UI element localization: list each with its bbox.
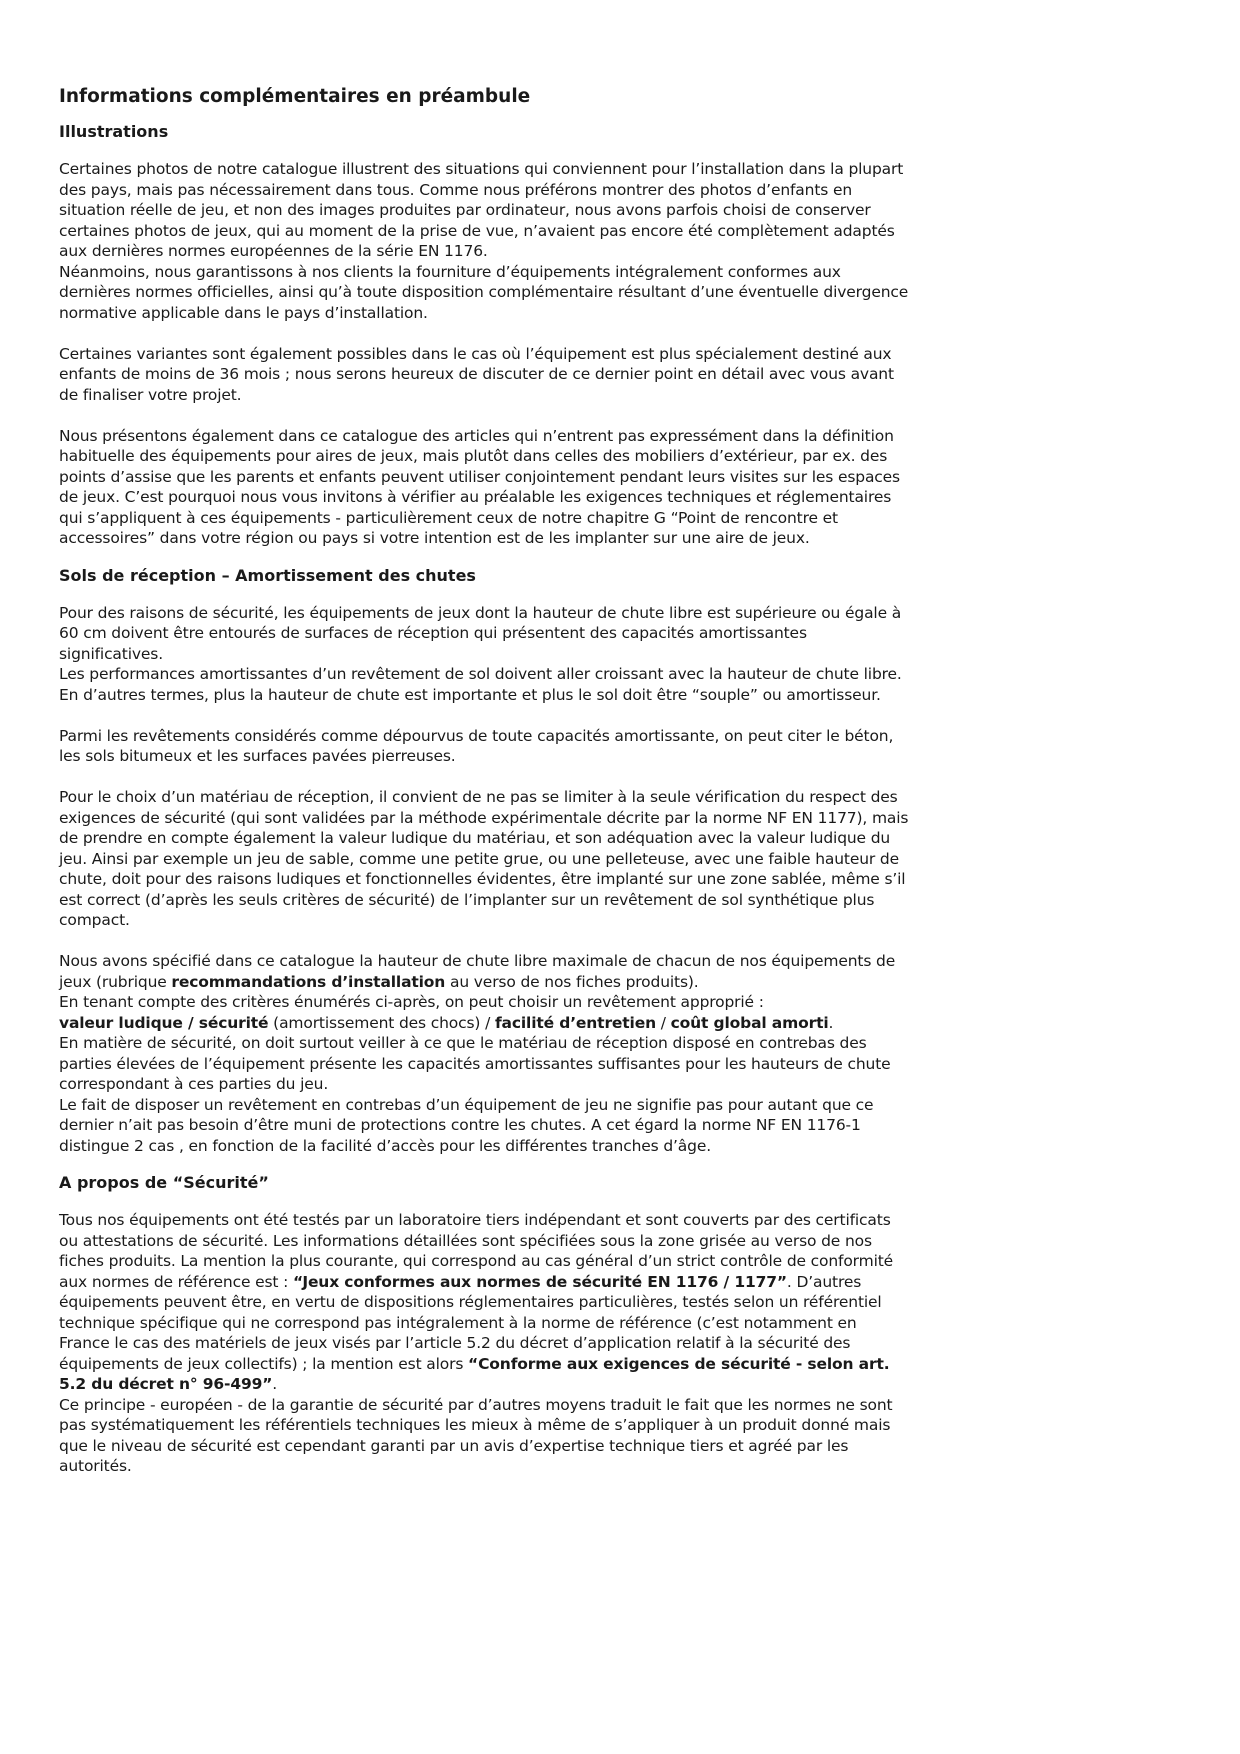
paragraph: Certaines variantes sont également possibles dans le cas où l’équipement est plus spécialement destiné aux enfants de moins de 36 mois ; nous serons heureux de discuter de ce dernier point en détail avec vous avant de finaliser votre projet. [59, 344, 894, 404]
text-run: (amortissement des chocs) / [268, 1013, 495, 1032]
text-run: . [828, 1013, 834, 1032]
paragraph [59, 951, 909, 992]
document-title: Informations complémentaires en préambule [59, 86, 531, 107]
text-run: . [272, 1375, 278, 1393]
paragraph: Ce principe - européen - de la garantie de sécurité par d’autres moyens traduit le fait que les normes ne sont pas systématiquement les référentiels techniques les mieux à même de s’appliquer à un produit donné mais que le niveau de sécurité est cependant garanti par un avis d’expertise technique tiers et agréé par les autorités. [59, 1395, 893, 1475]
paragraph [59, 1210, 909, 1395]
bold-text: recommandations d’installation [171, 972, 446, 991]
text-run: au verso de nos fiches produits). [445, 972, 699, 991]
paragraph: Certaines photos de notre catalogue illustrent des situations qui conviennent pour l’installation dans la plupart des pays, mais pas nécessairement dans tous. Comme nous préférons montrer des photos d’enfants en situation réelle de jeu, et non des images produites par ordinateur, nous avons parfois choisi de conserver certaines photos de jeux, qui au moment de la prise de vue, n’avaient pas encore été complètement adaptés aux dernières normes européennes de la série EN 1176. [59, 160, 904, 260]
paragraph: En matière de sécurité, on doit surtout veiller à ce que le matériau de réception disposé en contrebas des parties élevées de l’équipement présente les capacités amortissantes suffisantes pour les hauteurs de chute correspondant à ces parties du jeu. [59, 1034, 891, 1093]
bold-text: “Jeux conformes aux normes de sécurité EN 1176 / 1177” [292, 1272, 787, 1291]
text-run: Tous nos équipements ont été testés par un laboratoire tiers indépendant et sont couverts par des certificats ou attestations de sécurité. Les informations détaillées sont spécifiées sous la zone grisée au verso de nos fiches produits. La mention la plus courante, qui correspond au cas général d’un strict contrôle de conformité aux normes de référence est : [59, 1211, 894, 1291]
paragraph: Les performances amortissantes d’un revêtement de sol doivent aller croissant avec la hauteur de chute libre. En d’autres termes, plus la hauteur de chute est importante et plus le sol doit être “souple” ou amortisseur. [59, 665, 902, 704]
document-page [59, 85, 909, 1477]
paragraph: Néanmoins, nous garantissons à nos clients la fourniture d’équipements intégralement conformes aux dernières normes officielles, ainsi qu’à toute disposition complémentaire résultant d’une éventuelle divergence normative applicable dans le pays d’installation. [59, 262, 909, 322]
bold-text: facilité d’entretien [494, 1013, 656, 1032]
paragraph [59, 1013, 909, 1034]
paragraph: Pour le choix d’un matériau de réception, il convient de ne pas se limiter à la seule vérification du respect des exigences de sécurité (qui sont validées par la méthode expérimentale décrite par la norme NF EN 1177), mais de prendre en compte également la valeur ludique du matériau, et son adéquation avec la valeur ludique du jeu. Ainsi par exemple un jeu de sable, comme une petite grue, ou une pelleteuse, avec une faible hauteur de chute, doit pour des raisons ludiques et fonctionnelles évidentes, être implanté sur une zone sablée, même s’il est correct (d’après les seuls critères de sécurité) de l’implanter sur un revêtement de sol synthétique plus compact. [59, 788, 909, 929]
bold-text: valeur ludique / sécurité [59, 1013, 269, 1032]
paragraph: Parmi les revêtements considérés comme dépourvus de toute capacités amortissante, on peut citer le béton, les sols bitumeux et les surfaces pavées pierreuses. [59, 726, 894, 765]
bold-text: coût global amorti [670, 1013, 829, 1032]
paragraph: Le fait de disposer un revêtement en contrebas d’un équipement de jeu ne signifie pas pour autant que ce dernier n’ait pas besoin d’être muni de protections contre les chutes. A cet égard la norme NF EN 1176-1 distingue 2 cas , en fonction de la facilité d’accès pour les différentes tranches d’âge. [59, 1095, 874, 1155]
section-heading-illustrations: Illustrations [59, 122, 169, 141]
text-run: . D’autres équipements peuvent être, en vertu de dispositions réglementaires particulières, testés selon un référentiel technique spécifique qui ne correspond pas intégralement à la norme de référence (c’est notamment en France le cas des matériels de jeux visés par l’article 5.2 du décret d’application relatif à la sécurité des équipements de jeux collectifs) ; la mention est alors [59, 1272, 882, 1373]
bold-text: “Conforme aux exigences de sécurité - selon art. 5.2 du décret n° 96-499” [59, 1354, 890, 1393]
paragraph: Nous présentons également dans ce catalogue des articles qui n’entrent pas expressément dans la définition habituelle des équipements pour aires de jeux, mais plutôt dans celles des mobiliers d’extérieur, par ex. des points d’assise que les parents et enfants peuvent utiliser conjointement pendant leurs visites sur les espaces de jeux. C’est pourquoi nous vous invitons à vérifier au préalable les exigences techniques et réglementaires qui s’appliquent à ces équipements - particulièrement ceux de notre chapitre G “Point de rencontre et accessoires” dans votre région ou pays si votre intention est de les implanter sur une aire de jeux. [59, 426, 900, 547]
text-run: / [655, 1013, 671, 1032]
paragraph: En tenant compte des critères énumérés ci-après, on peut choisir un revêtement approprié : [59, 993, 764, 1011]
section-heading-securite: A propos de “Sécurité” [59, 1173, 269, 1192]
paragraph: Pour des raisons de sécurité, les équipements de jeux dont la hauteur de chute libre est supérieure ou égale à 60 cm doivent être entourés de surfaces de réception qui présentent des capacités amortissantes significatives. [59, 603, 902, 663]
section-heading-sols-de-reception: Sols de réception – Amortissement des chutes [59, 565, 476, 585]
text-run: Nous avons spécifié dans ce catalogue la hauteur de chute libre maximale de chacun de nos équipements de jeux (rubrique [59, 952, 896, 991]
